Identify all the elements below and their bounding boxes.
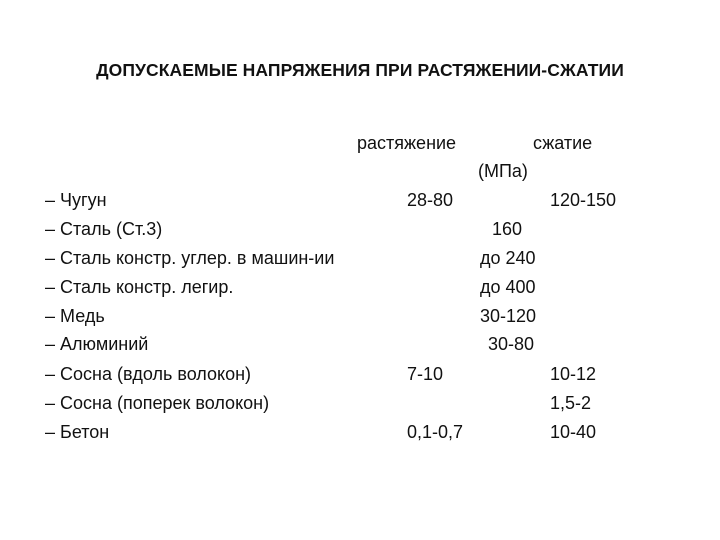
row-material: – Медь (45, 306, 105, 326)
row-common-value: 30-120 (480, 306, 537, 326)
table-row (45, 364, 685, 392)
row-material: – Чугун (45, 190, 107, 210)
row-compression-value: 1,5-2 (550, 393, 592, 413)
row-common-value: до 400 (480, 277, 536, 297)
table-row (45, 393, 685, 421)
page-title: ДОПУСКАЕМЫЕ НАПРЯЖЕНИЯ ПРИ РАСТЯЖЕНИИ-СЖАТИИ (96, 60, 624, 80)
row-tension-value: 7-10 (407, 364, 444, 384)
row-material: – Сосна (вдоль волокон) (45, 364, 252, 384)
row-material: – Сталь констр. углер. в машин-ии (45, 248, 335, 268)
row-material: – Сталь (Ст.3) (45, 219, 163, 239)
table-row (45, 422, 685, 450)
row-common-value: до 240 (480, 248, 536, 268)
row-tension-value: 0,1-0,7 (407, 422, 464, 442)
table-row (45, 219, 685, 247)
row-material: – Алюминий (45, 334, 149, 354)
table-row (45, 277, 685, 305)
column-header-compression: сжатие (533, 133, 593, 153)
table-row (45, 306, 685, 334)
unit-label: (МПа) (478, 161, 528, 181)
row-common-value: 30-80 (488, 334, 535, 354)
row-compression-value: 120-150 (550, 190, 617, 210)
row-compression-value: 10-12 (550, 364, 597, 384)
row-compression-value: 10-40 (550, 422, 597, 442)
row-material: – Сосна (поперек волокон) (45, 393, 270, 413)
table-row (45, 334, 685, 362)
row-tension-value: 28-80 (407, 190, 454, 210)
table-row (45, 248, 685, 276)
column-header-tension: растяжение (357, 133, 457, 153)
row-material: – Бетон (45, 422, 110, 442)
table-row (45, 190, 685, 218)
row-common-value: 160 (492, 219, 523, 239)
row-material: – Сталь констр. легир. (45, 277, 234, 297)
